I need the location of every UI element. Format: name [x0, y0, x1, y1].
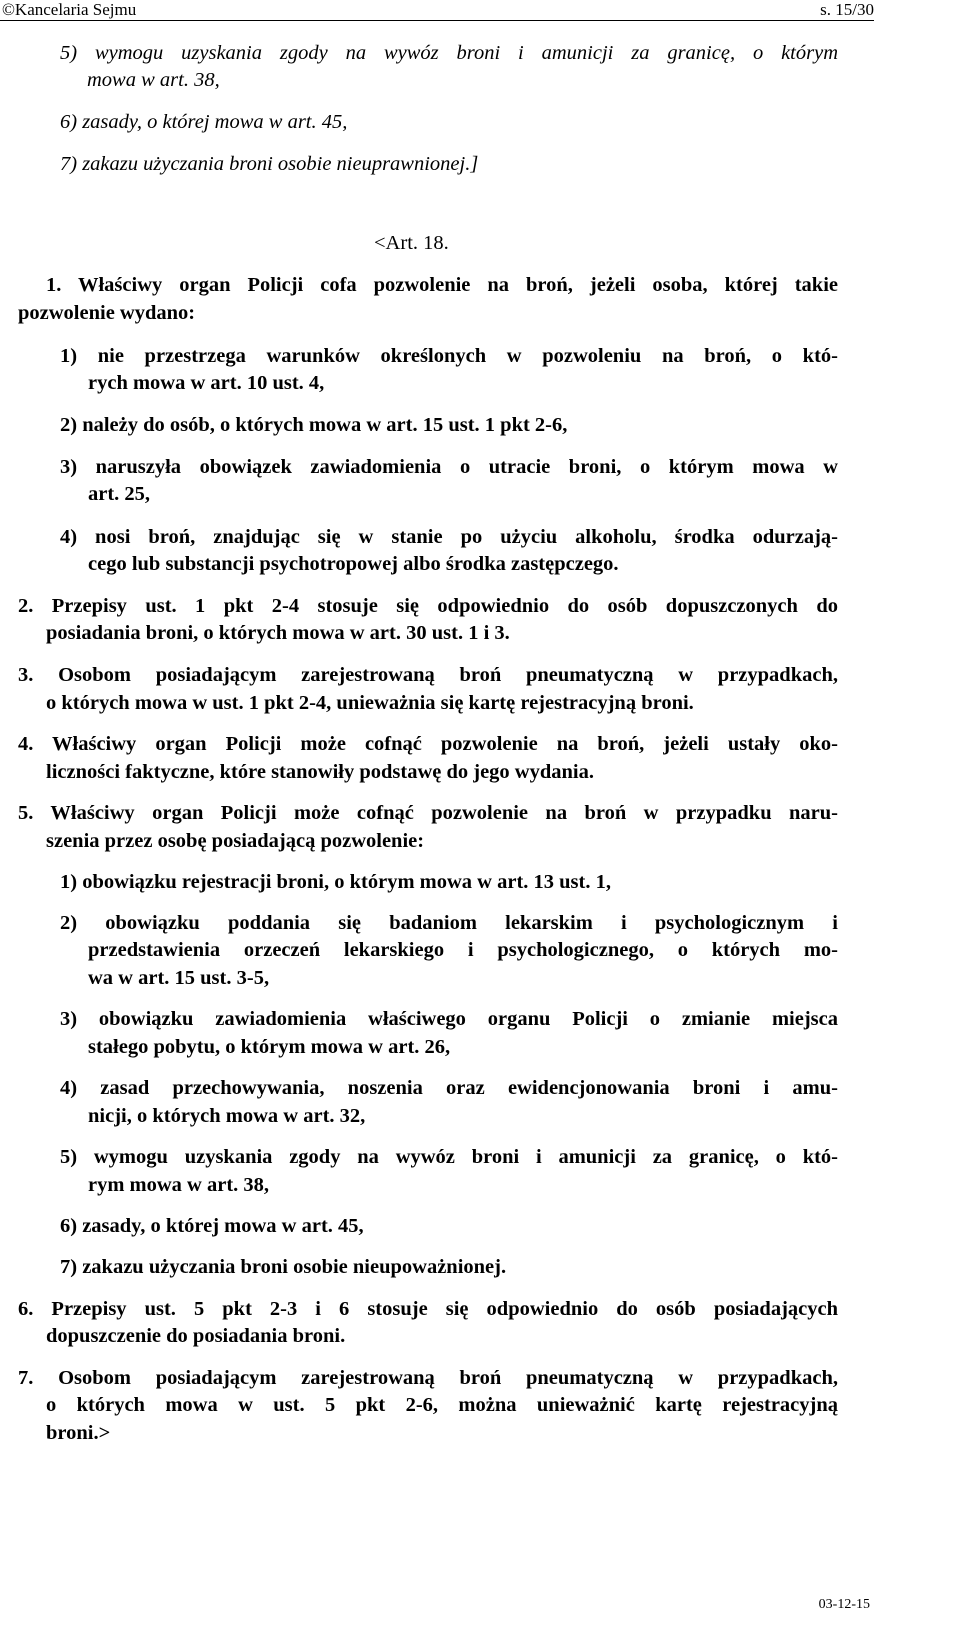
old-item-7: 7) zakazu użyczania broni osobie nieuprawnionej.]	[60, 153, 479, 175]
par-5-item-5-line-1: 5) wymogu uzyskania zgody na wywóz broni i amunicji za granicę, o któ-	[60, 1146, 838, 1168]
par-5-item-3-line-1: 3) obowiązku zawiadomienia właściwego organu Policji o zmianie miejsca	[60, 1008, 838, 1030]
par-7-line-2: o których mowa w ust. 5 pkt 2-6, można unieważnić kartę rejestracyjną	[46, 1394, 838, 1416]
par-7-line-1: 7. Osobom posiadającym zarejestrowaną broń pneumatyczną w przypadkach,	[18, 1367, 838, 1389]
par-7-line-3: broni.>	[46, 1422, 111, 1444]
par-5-item-3-line-2: stałego pobytu, o którym mowa w art. 26,	[88, 1036, 451, 1058]
par-1-item-4-line-2: cego lub substancji psychotropowej albo środka zastępczego.	[88, 553, 619, 575]
par-6-line-1: 6. Przepisy ust. 5 pkt 2-3 i 6 stosuje się odpowiednio do osób posiadających	[18, 1298, 838, 1320]
par-1-item-3-line-2: art. 25,	[88, 483, 151, 505]
old-item-5-line-1: 5) wymogu uzyskania zgody na wywóz broni i amunicji za granicę, o którym	[60, 42, 838, 64]
par-1-item-1-line-1: 1) nie przestrzega warunków określonych w pozwoleniu na broń, o któ-	[60, 345, 838, 367]
header-rule	[0, 20, 874, 21]
article-heading: <Art. 18.	[374, 232, 449, 254]
old-item-6: 6) zasady, o której mowa w art. 45,	[60, 111, 348, 133]
par-5-item-5-line-2: rym mowa w art. 38,	[88, 1174, 270, 1196]
par-1-line-2: pozwolenie wydano:	[18, 302, 196, 324]
par-4-line-2: liczności faktyczne, które stanowiły podstawę do jego wydania.	[46, 761, 594, 783]
old-item-5-line-2: mowa w art. 38,	[87, 69, 220, 91]
page-number: s. 15/30	[820, 0, 874, 19]
par-5-item-6: 6) zasady, o której mowa w art. 45,	[60, 1215, 364, 1237]
par-6-line-2: dopuszczenie do posiadania broni.	[46, 1325, 346, 1347]
par-3-line-2: o których mowa w ust. 1 pkt 2-4, unieważnia się kartę rejestracyjną broni.	[46, 692, 694, 714]
par-4-line-1: 4. Właściwy organ Policji może cofnąć pozwolenie na broń, jeżeli ustały oko-	[18, 733, 838, 755]
page-header	[0, 0, 960, 23]
par-2-line-2: posiadania broni, o których mowa w art. 30 ust. 1 i 3.	[46, 622, 510, 644]
par-5-line-1: 5. Właściwy organ Policji może cofnąć pozwolenie na broń w przypadku naru-	[18, 802, 838, 824]
copyright-notice: ©Kancelaria Sejmu	[2, 0, 137, 19]
par-5-item-4-line-1: 4) zasad przechowywania, noszenia oraz ewidencjonowania broni i amu-	[60, 1077, 838, 1099]
par-5-item-2-line-1: 2) obowiązku poddania się badaniom lekarskim i psychologicznym i	[60, 912, 838, 934]
par-5-line-2: szenia przez osobę posiadającą pozwolenie:	[46, 830, 425, 852]
par-5-item-7: 7) zakazu użyczania broni osobie nieupoważnionej.	[60, 1256, 507, 1278]
par-1-item-4-line-1: 4) nosi broń, znajdując się w stanie po użyciu alkoholu, środka odurzają-	[60, 526, 838, 548]
par-1-item-3-line-1: 3) naruszyła obowiązek zawiadomienia o utracie broni, o którym mowa w	[60, 456, 838, 478]
par-1-line-1: 1. Właściwy organ Policji cofa pozwolenie na broń, jeżeli osoba, której takie	[46, 274, 838, 296]
par-5-item-4-line-2: nicji, o których mowa w art. 32,	[88, 1105, 366, 1127]
par-5-item-2-line-2: przedstawienia orzeczeń lekarskiego i psychologicznego, o których mo-	[88, 939, 838, 961]
par-1-item-1-line-2: rych mowa w art. 10 ust. 4,	[88, 372, 325, 394]
footer-date: 03-12-15	[818, 1597, 870, 1612]
par-5-item-1: 1) obowiązku rejestracji broni, o którym mowa w art. 13 ust. 1,	[60, 871, 611, 893]
par-5-item-2-line-3: wa w art. 15 ust. 3-5,	[88, 967, 270, 989]
par-1-item-2: 2) należy do osób, o których mowa w art. 15 ust. 1 pkt 2-6,	[60, 414, 568, 436]
par-2-line-1: 2. Przepisy ust. 1 pkt 2-4 stosuje się odpowiednio do osób dopuszczonych do	[18, 595, 838, 617]
par-3-line-1: 3. Osobom posiadającym zarejestrowaną broń pneumatyczną w przypadkach,	[18, 664, 838, 686]
